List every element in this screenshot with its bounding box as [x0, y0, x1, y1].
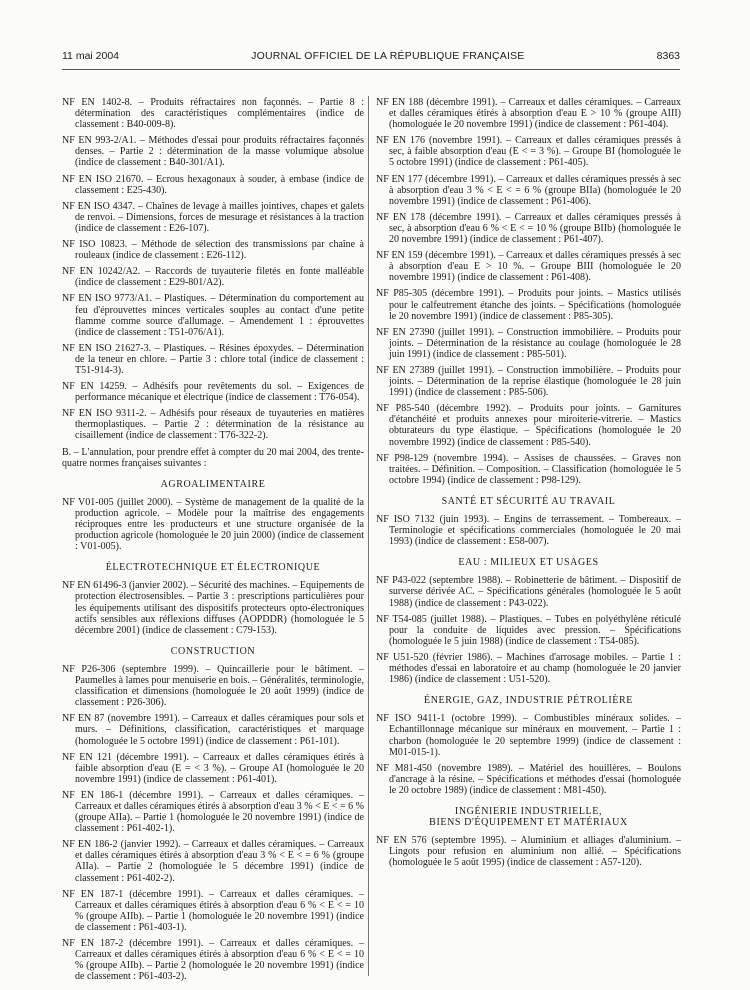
- section-heading-agroalimentaire: AGROALIMENTAIRE: [160, 478, 266, 490]
- norm-entry: NF EN 993-2/A1. – Méthodes d'essai pour produits réfractaires façonnés denses. – Partie 2 : détermination de la masse volumique absolue (indice de classement : B40-301/A1).: [62, 135, 364, 169]
- norm-entry: NF EN 186-1 (décembre 1991). – Carreaux et dalles céramiques. – Carreaux et dalles céramiques étirés à absorption d'eau 3 % < E < = 6 % (groupe AIIa). – Partie 1 (homologuée le 20 novembre 1991) (indice de classement : P61-402-1).: [62, 789, 364, 835]
- norm-entry: NF EN ISO 21627-3. – Plastiques. – Résines époxydes. – Détermination de la teneur en chlore. – Partie 3 : chlore total (indice de classement : T51-914-3).: [62, 342, 364, 376]
- left-column: [62, 97, 364, 987]
- entries-construction: [62, 664, 364, 982]
- entries-agro: [62, 497, 364, 552]
- norm-entry: NF P43-022 (septembre 1988). – Robinetterie de bâtiment. – Dispositif de surverse dérivée AC. – Spécifications générales (homologuée le 5 août 1988) (indice de classement : P43-022).: [376, 575, 681, 609]
- header-page-number: 8363: [656, 50, 680, 62]
- norm-entry: NF P26-306 (septembre 1999). – Quincaillerie pour le bâtiment. – Paumelles à lames pour menuiserie en bois. – Généralités, terminologie, classification et dimensions (homologuée le 20 août 1999) (indice de classement : P26-306).: [62, 663, 364, 709]
- norm-entry: NF P85-540 (décembre 1992). – Produits pour joints. – Garnitures d'étanchéité et produits annexes pour miroiterie-vitrerie. – Mastics obturateurs du type élastique. – Spécifications (homologuée le 20 novembre 1992) (indice de classement : P85-540).: [376, 403, 681, 448]
- norm-entry: NF EN 187-2 (décembre 1991). – Carreaux et dalles céramiques. – Carreaux et dalles céramiques étirés à absorption d'eau 6 % < E < = 10 % (groupe AIIb). – Partie 2 (homologuée le 20 novembre 1991) (indice de classement : P61-403-2).: [62, 938, 364, 983]
- norm-entry: NF EN 27389 (juillet 1991). – Construction immobilière. – Produits pour joints. – Détermination de la reprise élastique (homologuée le 28 juin 1991) (indice de classement : P85-506).: [376, 364, 681, 399]
- entries-elec: [62, 580, 364, 635]
- norm-entry: NF EN 576 (septembre 1995). – Aluminium et alliages d'aluminium. – Lingots pour refusion en aluminium non allié. – Spécifications (homologuée le 5 août 1995) (indice de classement : A57-120).: [376, 835, 681, 869]
- norm-entry: NF ISO 7132 (juin 1993). – Engins de terrassement. – Tombereaux. – Terminologie et spécifications commerciales (homologuée le 20 mai 1993) (indice de classement : E58-007).: [376, 514, 681, 548]
- norm-entry: NF P98-129 (novembre 1994). – Assises de chaussées. – Graves non traitées. – Définition. – Composition. – Classification (homologuée le 5 octobre 1994) (indice de classement : P98-129).: [376, 452, 681, 486]
- section-heading-eau: EAU : MILIEUX ET USAGES: [458, 557, 599, 569]
- header-date: 11 mai 2004: [62, 50, 120, 62]
- entries-energie: [376, 713, 681, 796]
- norm-entry: NF EN ISO 9773/A1. – Plastiques. – Détermination du comportement au feu d'éprouvettes minces verticales souples au contact d'une petite flamme comme source d'allumage. – Amendement 1 : éprouvettes (indice de classement : T51-076/A1).: [62, 293, 364, 338]
- norm-entry: NF EN ISO 21670. – Ecrous hexagonaux à souder, à embase (indice de classement : E25-430).: [62, 173, 364, 196]
- norm-entry: NF EN 188 (décembre 1991). – Carreaux et dalles céramiques. – Carreaux et dalles céramiques étirés à absorption d'eau E > 10 % (groupe AIII) (homologuée le 20 novembre 1991) (indice de classement : P61-404).: [376, 97, 681, 131]
- norm-entry: NF ISO 10823. – Méthode de sélection des transmissions par chaîne à rouleaux (indice de classement : E26-112).: [62, 239, 364, 262]
- norm-entry: NF EN 61496-3 (janvier 2002). – Sécurité des machines. – Equipements de protection électrosensibles. – Partie 3 : prescriptions particulières pour les équipements utilisant des dispositifs protecteurs opto-électroniques actifs sensibles aux réflexions diffuses (AOPDDR) (homologuée le 5 décembre 2001) (indice de classement : C79-153).: [62, 580, 364, 636]
- norm-entry: NF EN ISO 9311-2. – Adhésifs pour réseaux de tuyauteries en matières thermoplastiques. – Partie 2 : détermination de la résistance au cisaillement (indice de classement : T76-322-2).: [62, 408, 364, 442]
- norm-entry: NF P85-305 (décembre 1991). – Produits pour joints. – Mastics utilisés pour le calfeutrement étanche des joints. – Spécifications (homologuée le 20 novembre 1991) (indice de classement : P85-305).: [376, 288, 681, 322]
- paragraph-b: B. – L'annulation, pour prendre effet à compter du 20 mai 2004, des trente-quatre normes françaises suivantes :: [62, 446, 364, 469]
- norm-entry: NF EN 87 (novembre 1991). – Carreaux et dalles céramiques pour sols et murs. – Définitions, classification, caractéristiques et marquage (homologuée le 5 octobre 1991) (indice de classement : P61-101).: [62, 713, 364, 747]
- entries-sante: [376, 514, 681, 547]
- norm-entry: NF EN 159 (décembre 1991). – Carreaux et dalles céramiques pressés à sec à absorption d'eau E > 10 %. – Groupe BIII (homologuée le 20 novembre 1991) (indice de classement : P61-408).: [376, 250, 681, 284]
- entries-ingenierie: [376, 835, 681, 868]
- norm-entry: NF EN 121 (décembre 1991). – Carreaux et dalles céramiques étirés à faible absorption d'eau (E = < 3 %). – Groupe AI (homologuée le 20 novembre 1991) (indice de classement : P61-401).: [62, 751, 364, 785]
- norm-entry: NF U51-520 (février 1986). – Machines d'arrosage mobiles. – Partie 1 : méthodes d'essai en laboratoire et au champ (homologuée le 20 janvier 1986) (indice de classement : U51-520).: [376, 651, 681, 686]
- page-header: [62, 50, 680, 66]
- norm-entry: NF EN 177 (décembre 1991). – Carreaux et dalles céramiques pressés à sec à absorption d'eau 3 % < E < = 6 % (groupe BIIa) (homologuée le 20 novembre 1991) (indice de classement : P61-406).: [376, 173, 681, 207]
- section-heading-ingenierie-line2: BIENS D'ÉQUIPEMENT ET MATÉRIAUX: [429, 817, 628, 829]
- entries-top: [62, 97, 364, 442]
- norm-entry: NF T54-085 (juillet 1988). – Plastiques. – Tubes en polyéthylène réticulé pour la conduite de liquides avec pression. – Spécifications (homologuée le 5 juin 1988) (indice de classement : T54-085).: [376, 613, 681, 647]
- header-title: JOURNAL OFFICIEL DE LA RÉPUBLIQUE FRANÇAISE: [251, 50, 525, 62]
- norm-entry: NF EN 27390 (juillet 1991). – Construction immobilière. – Produits pour joints. – Détermination de la résistance au coulage (homologuée le 28 juin 1991) (indice de classement : P85-501).: [376, 326, 681, 360]
- norm-entry: NF EN 187-1 (décembre 1991). – Carreaux et dalles céramiques. – Carreaux et dalles céramiques étirés à absorption d'eau 6 % < E < = 10 % (groupe AIIb). – Partie 1 (homologuée le 20 novembre 1991) (indice de classement : P61-403-1).: [62, 888, 364, 933]
- section-heading-electrotechnique: ÉLECTROTECHNIQUE ET ÉLECTRONIQUE: [105, 562, 321, 574]
- norm-entry: NF EN 176 (novembre 1991). – Carreaux et dalles céramiques pressés à sec, à faible absorption d'eau (E < = 3 %). – Groupe BI (homologuée le 5 octobre 1991) (indice de classement : P61-405).: [376, 135, 681, 169]
- norm-entry: NF ISO 9411-1 (octobre 1999). – Combustibles minéraux solides. – Echantillonnage mécanique sur minéraux en mouvement. – Partie 1 : charbon (homologuée le 20 septembre 1999) (indice de classement : M01-015-1).: [376, 713, 681, 758]
- right-column: [376, 97, 681, 873]
- section-heading-ingenierie-line1: INGÉNIERIE INDUSTRIELLE,: [454, 805, 603, 817]
- norm-entry: NF EN 178 (décembre 1991). – Carreaux et dalles céramiques pressés à sec, à absorption d'eau 6 % < E < = 10 % (groupe BIIb) (homologuée le 20 novembre 1991) (indice de classement : P61-407).: [376, 211, 681, 246]
- section-heading-energie: ÉNERGIE, GAZ, INDUSTRIE PÉTROLIÈRE: [424, 695, 633, 707]
- norm-entry: NF M81-450 (novembre 1989). – Matériel des houillères. – Boulons d'ancrage à la résine. – Spécifications et méthodes d'essai (homologuée le 20 octobre 1989) (indice de classement : M81-450).: [376, 762, 681, 796]
- entries-eau: [376, 575, 681, 685]
- norm-entry: NF V01-005 (juillet 2000). – Système de management de la qualité de la production agricole. – Modèle pour la maîtrise des engagements réciproques entre les producteurs et une structure organisée de la production agricole (homologuée le 20 juin 2000) (indice de classement : V01-005).: [62, 496, 364, 553]
- norm-entry: NF EN 14259. – Adhésifs pour revêtements du sol. – Exigences de performance mécanique et électrique (indice de classement : T76-054).: [62, 381, 364, 404]
- norm-entry: NF EN 10242/A2. – Raccords de tuyauterie filetés en fonte malléable (indice de classement : E29-801/A2).: [62, 266, 364, 289]
- column-divider: [368, 96, 369, 976]
- section-heading-construction: CONSTRUCTION: [170, 645, 256, 657]
- norm-entry: NF EN 1402-8. – Produits réfractaires non façonnés. – Partie 8 : détermination des caractéristiques complémentaires (indice de classement : B40-009-8).: [62, 97, 364, 131]
- entries-construction-cont: [376, 97, 681, 486]
- norm-entry: NF EN ISO 4347. – Chaînes de levage à mailles jointives, chapes et galets de renvoi. – Dimensions, forces de mesurage et résistances à la traction (indice de classement : E26-107).: [62, 200, 364, 234]
- header-rule: [62, 69, 680, 70]
- section-heading-sante: SANTÉ ET SÉCURITÉ AU TRAVAIL: [441, 495, 616, 507]
- norm-entry: NF EN 186-2 (janvier 1992). – Carreaux et dalles céramiques. – Carreaux et dalles céramiques étirés à absorption d'eau 3 % < E < = 6 % (groupe AIIa). – Partie 2 (homologuée le 5 décembre 1991) (indice de classement : P61-402-2).: [62, 839, 364, 884]
